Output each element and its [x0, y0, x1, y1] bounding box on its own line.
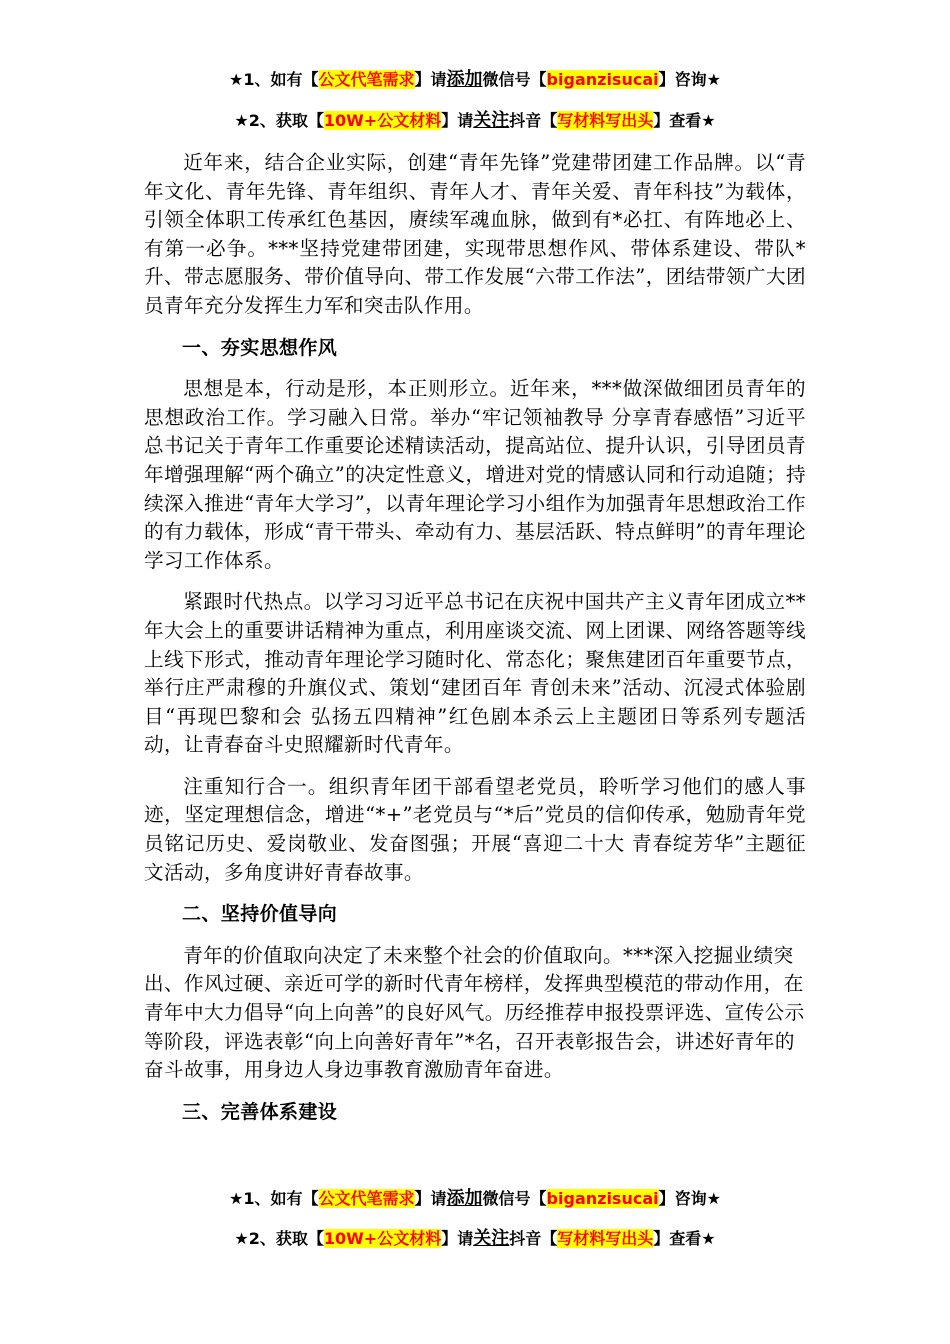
banner-text: 】请: [441, 111, 474, 130]
banner-text: ★1、如有【: [229, 1189, 319, 1208]
intro-paragraph: 近年来，结合企业实际，创建“青年先锋”党建带团建工作品牌。以“青年文化、青年先锋、青年组织、青年人才、青年关爱、青年科技”为载体，引领全体职工传承红色基因，赓续军魂血脉，做到有*必扛、有阵地必上、有第一必争。***坚持党建带团建，实现带思想作风、带体系建设、带队*升、带志愿服务、带价值导向、带工作发展“六带工作法”，团结带领广大团员青年充分发挥生力军和突击队作用。: [144, 151, 806, 317]
banner-underline: 关注: [473, 110, 510, 131]
banner-text: 】请: [441, 1229, 474, 1248]
banner-highlight: biganzisucai: [546, 1189, 659, 1208]
body-paragraph: 注重知行合一。组织青年团干部看望老党员，聆听学习他们的感人事迹，坚定理想信念，增进“*+”老党员与“*后”党员的信仰传承，勉励青年党员铭记历史、爱岗敬业、发奋图强；开展“喜迎二十大 青春绽芳华”主题征文活动，多角度讲好青春故事。: [144, 774, 806, 884]
banner-highlight: 10W+公文材料: [323, 1229, 442, 1248]
body-paragraph: 紧跟时代热点。以学习习近平总书记在庆祝中国共产主义青年团成立**年大会上的重要讲话精神为重点，利用座谈交流、网上团课、网络答题等线上线下形式，推动青年理论学习随时化、常态化；聚焦建团百年重要节点，举行庄严肃穆的升旗仪式、策划“建团百年 青创未来”活动、沉浸式体验剧目“再现巴黎和会 弘扬五四精神”红色剧本杀云上主题团日等系列专题活动，让青春奋斗史照耀新时代青年。: [144, 590, 806, 757]
banner-highlight: biganzisucai: [546, 70, 659, 89]
document-body: [144, 149, 806, 1139]
top-banner-line-1: [0, 68, 950, 92]
banner-underline: 添加: [446, 1188, 483, 1209]
banner-text: 】咨询★: [658, 1189, 721, 1208]
banner-text: ★1、如有【: [229, 70, 319, 89]
top-banner-line-2: [0, 109, 950, 133]
banner-text: 微信号【: [482, 1189, 547, 1208]
banner-text: 】咨询★: [658, 70, 721, 89]
banner-text: 微信号【: [482, 70, 547, 89]
banner-highlight: 公文代笔需求: [318, 1189, 415, 1208]
body-paragraph: 思想是本，行动是形，本正则形立。近年来，***做深做细团员青年的思想政治工作。学习融入日常。举办“牢记领袖教导 分享青春感悟”习近平总书记关于青年工作重要论述精读活动，提高站位、提升认识，引导团员青年增强理解“两个确立”的决定性意义，增进对党的情感认同和行动追随；持续深入推进“青年大学习”，以青年理论学习小组作为加强青年思想政治工作的有力载体，形成“青干带头、牵动有力、基层活跃、特点鲜明”的青年理论学习工作体系。: [144, 377, 806, 572]
banner-highlight: 10W+公文材料: [323, 111, 442, 130]
banner-text: ★2、获取【: [234, 111, 324, 130]
body-paragraph: 青年的价值取向决定了未来整个社会的价值取向。***深入挖掘业绩突出、作风过硬、亲近可学的新时代青年榜样，发挥典型模范的带动作用，在青年中大力倡导“向上向善”的良好风气。历经推荐申报投票评选、宣传公示等阶段，评选表彰“向上向善好青年”*名，召开表彰报告会，讲述好青年的奋斗故事，用身边人身边事教育激励青年奋进。: [144, 943, 805, 1082]
section-heading: 二、坚持价值导向: [182, 903, 338, 926]
bottom-banner-line-2: [0, 1227, 950, 1251]
banner-text: 】查看★: [653, 1229, 716, 1248]
banner-text: 】查看★: [653, 111, 716, 130]
banner-text: 抖音【: [509, 1229, 558, 1248]
banner-underline: 关注: [473, 1228, 510, 1249]
banner-highlight: 写材料写出头: [557, 111, 654, 130]
banner-text: 抖音【: [509, 111, 558, 130]
banner-underline: 添加: [446, 69, 483, 90]
section-heading: 三、完善体系建设: [182, 1100, 338, 1123]
banner-text: ★2、获取【: [234, 1229, 324, 1248]
banner-highlight: 公文代笔需求: [318, 70, 415, 89]
banner-text: 】请: [414, 70, 447, 89]
banner-text: 】请: [414, 1189, 447, 1208]
bottom-banner-line-1: [0, 1187, 950, 1211]
banner-highlight: 写材料写出头: [557, 1229, 654, 1248]
section-heading: 一、夯实思想作风: [182, 336, 338, 359]
